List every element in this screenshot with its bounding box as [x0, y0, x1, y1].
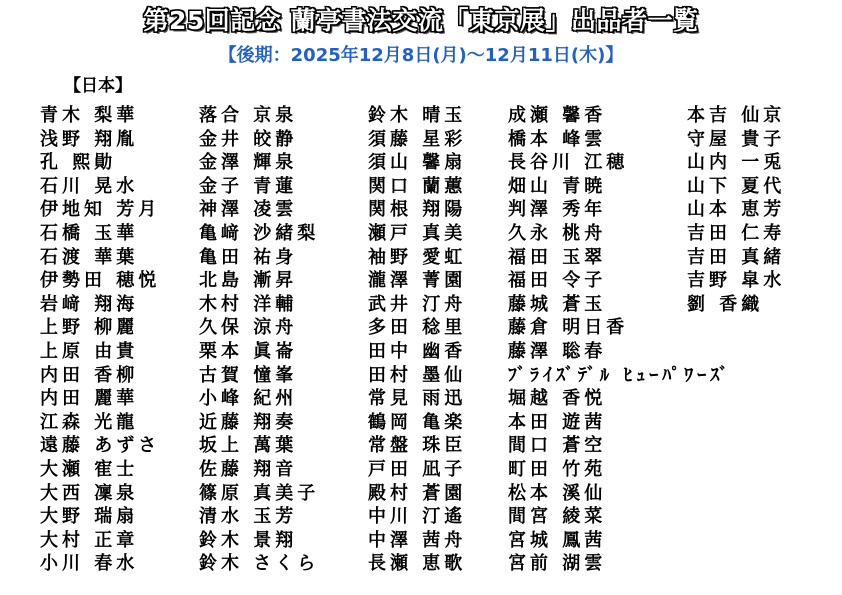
- page-title: 第25回記念 蘭亭書法交流「東京展」出品者一覧: [143, 6, 699, 35]
- exhibitor-name: 石橋 玉華: [40, 222, 139, 244]
- exhibitor-name: 久保 涼舟: [199, 317, 298, 339]
- section-label-japan: 【日本】: [64, 76, 132, 96]
- exhibitor-name: 吉田 真緒: [687, 246, 786, 268]
- exhibitor-name: 堀越 香悦: [508, 388, 607, 410]
- exhibitor-name: 亀田 祐身: [199, 246, 298, 268]
- exhibitor-name: 藤城 蒼玉: [508, 293, 607, 315]
- exhibitor-name: 孔 熙勛: [40, 152, 117, 174]
- exhibitor-name: 内田 香柳: [40, 364, 139, 386]
- exhibitor-name: 中川 汀遙: [368, 506, 467, 528]
- exhibitor-name: 篠原 真美子: [199, 482, 320, 504]
- exhibitor-name: 中澤 茜舟: [368, 529, 467, 551]
- name-column: [40, 104, 160, 576]
- exhibitor-name: 宮城 鳳茜: [508, 529, 607, 551]
- exhibition-period: 【後期：2025年12月8日(月)～12月11日(木)】: [218, 45, 624, 66]
- exhibitor-name: 藤澤 聡春: [508, 340, 607, 362]
- exhibitor-name: 長瀬 恵歌: [368, 553, 467, 575]
- exhibitor-name: 成瀬 馨香: [508, 105, 607, 126]
- exhibitor-name: 町田 竹苑: [508, 458, 607, 480]
- exhibitor-name: 山下 夏代: [687, 175, 786, 197]
- exhibitor-name: 石渡 華葉: [40, 246, 139, 268]
- exhibitor-name: 田中 幽香: [368, 340, 467, 362]
- exhibitor-name: 判澤 秀年: [508, 199, 607, 221]
- exhibitor-name: 清水 玉芳: [199, 506, 298, 528]
- exhibitor-name: 内田 麗華: [40, 388, 139, 410]
- exhibitor-name: 宮前 湖雲: [508, 553, 607, 575]
- exhibitor-name: 間宮 綾菜: [508, 506, 607, 528]
- exhibitor-name: 鈴木 景翔: [199, 529, 298, 551]
- exhibitor-name: 常盤 珠臣: [368, 435, 467, 457]
- exhibitor-name: 上野 柳麗: [40, 317, 139, 339]
- exhibitor-name: 畑山 青暁: [508, 175, 607, 197]
- exhibitor-name: 久永 桃舟: [508, 222, 607, 244]
- exhibitor-name: 須藤 星彩: [368, 128, 467, 150]
- exhibitor-name: 佐藤 翔音: [199, 458, 298, 480]
- exhibitor-name: 岩﨑 翔海: [40, 293, 139, 315]
- exhibitor-name: 瀧澤 菁園: [368, 270, 467, 292]
- exhibitor-name: 金澤 輝泉: [199, 152, 298, 174]
- exhibitor-name: ﾌﾞﾗｲｽﾞﾃﾞﾙ ﾋｭｰﾊﾟﾜｰｽﾞ: [508, 364, 733, 386]
- exhibitor-name: 大野 瑞扇: [40, 506, 139, 528]
- exhibitor-name: 江森 光龍: [40, 411, 139, 433]
- exhibitor-name: 関口 蘭蕙: [368, 175, 467, 197]
- exhibitor-name: 青木 梨華: [40, 105, 139, 126]
- exhibitor-name: 間口 蒼空: [508, 435, 607, 457]
- exhibitor-name: 栗本 眞崙: [199, 340, 298, 362]
- name-column: [368, 104, 466, 576]
- exhibitor-name: 大村 正章: [40, 529, 139, 551]
- exhibitor-name: 亀﨑 沙緒梨: [199, 222, 320, 244]
- name-column: [687, 104, 785, 316]
- exhibitor-name: 常見 雨迅: [368, 388, 467, 410]
- exhibitor-name: 長谷川 江穂: [508, 152, 629, 174]
- exhibitor-name: 浅野 翔胤: [40, 128, 139, 150]
- exhibitor-name: 本田 遊茜: [508, 411, 607, 433]
- exhibitor-name: 田村 墨仙: [368, 364, 467, 386]
- exhibitor-name: 大瀬 寉士: [40, 458, 139, 480]
- exhibitor-name: 北島 漸昇: [199, 270, 298, 292]
- exhibitor-name: 鶴岡 亀楽: [368, 411, 467, 433]
- exhibitor-name: 本吉 仙京: [687, 105, 786, 126]
- exhibitor-name: 小峰 紀州: [199, 388, 298, 410]
- exhibitor-name: 守屋 貴子: [687, 128, 786, 150]
- exhibitor-name: 金井 皎静: [199, 128, 298, 150]
- exhibitor-name: 遠藤 あずさ: [40, 435, 161, 457]
- exhibitor-name: 伊地知 芳月: [40, 199, 161, 221]
- exhibitor-name: 小川 春水: [40, 553, 139, 575]
- exhibitor-name: 鈴木 晴玉: [368, 105, 467, 126]
- exhibitor-name: 藤倉 明日香: [508, 317, 629, 339]
- exhibitor-name: 吉野 皐水: [687, 270, 786, 292]
- exhibitor-name: 武井 汀舟: [368, 293, 467, 315]
- exhibitor-name: 木村 洋輔: [199, 293, 298, 315]
- exhibitor-name: 山本 恵芳: [687, 199, 786, 221]
- exhibitor-name: 伊勢田 穂悦: [40, 270, 161, 292]
- exhibitor-name: 福田 玉翠: [508, 246, 607, 268]
- exhibitor-name: 鈴木 さくら: [199, 553, 320, 575]
- name-column: [199, 104, 319, 576]
- exhibitor-name: 殿村 蒼園: [368, 482, 467, 504]
- exhibitor-name: 古賀 憧峯: [199, 364, 298, 386]
- exhibitor-name: 橋本 峰雲: [508, 128, 607, 150]
- exhibitor-name: 戸田 凪子: [368, 458, 467, 480]
- exhibitor-name: 坂上 萬葉: [199, 435, 298, 457]
- exhibitor-name: 瀬戸 真美: [368, 222, 467, 244]
- exhibitor-name: 金子 青蓮: [199, 175, 298, 197]
- exhibitor-name: 福田 令子: [508, 270, 607, 292]
- exhibitor-name: 上原 由貴: [40, 340, 139, 362]
- exhibitor-name: 吉田 仁寿: [687, 222, 786, 244]
- exhibitor-name: 多田 稔里: [368, 317, 467, 339]
- exhibitor-name: 大西 凜泉: [40, 482, 139, 504]
- exhibitor-name: 神澤 凌雲: [199, 199, 298, 221]
- exhibitor-name: 落合 京泉: [199, 105, 298, 126]
- exhibitor-name: 近藤 翔奏: [199, 411, 298, 433]
- exhibitor-name: 石川 晃水: [40, 175, 139, 197]
- exhibitor-name: 袖野 愛虹: [368, 246, 467, 268]
- exhibitor-name: 関根 翔陽: [368, 199, 467, 221]
- exhibitor-name: 須山 馨扇: [368, 152, 467, 174]
- exhibitor-name: 山内 一兎: [687, 152, 786, 174]
- exhibitor-name: 劉 香織: [687, 293, 764, 315]
- exhibitor-name: 松本 溪仙: [508, 482, 607, 504]
